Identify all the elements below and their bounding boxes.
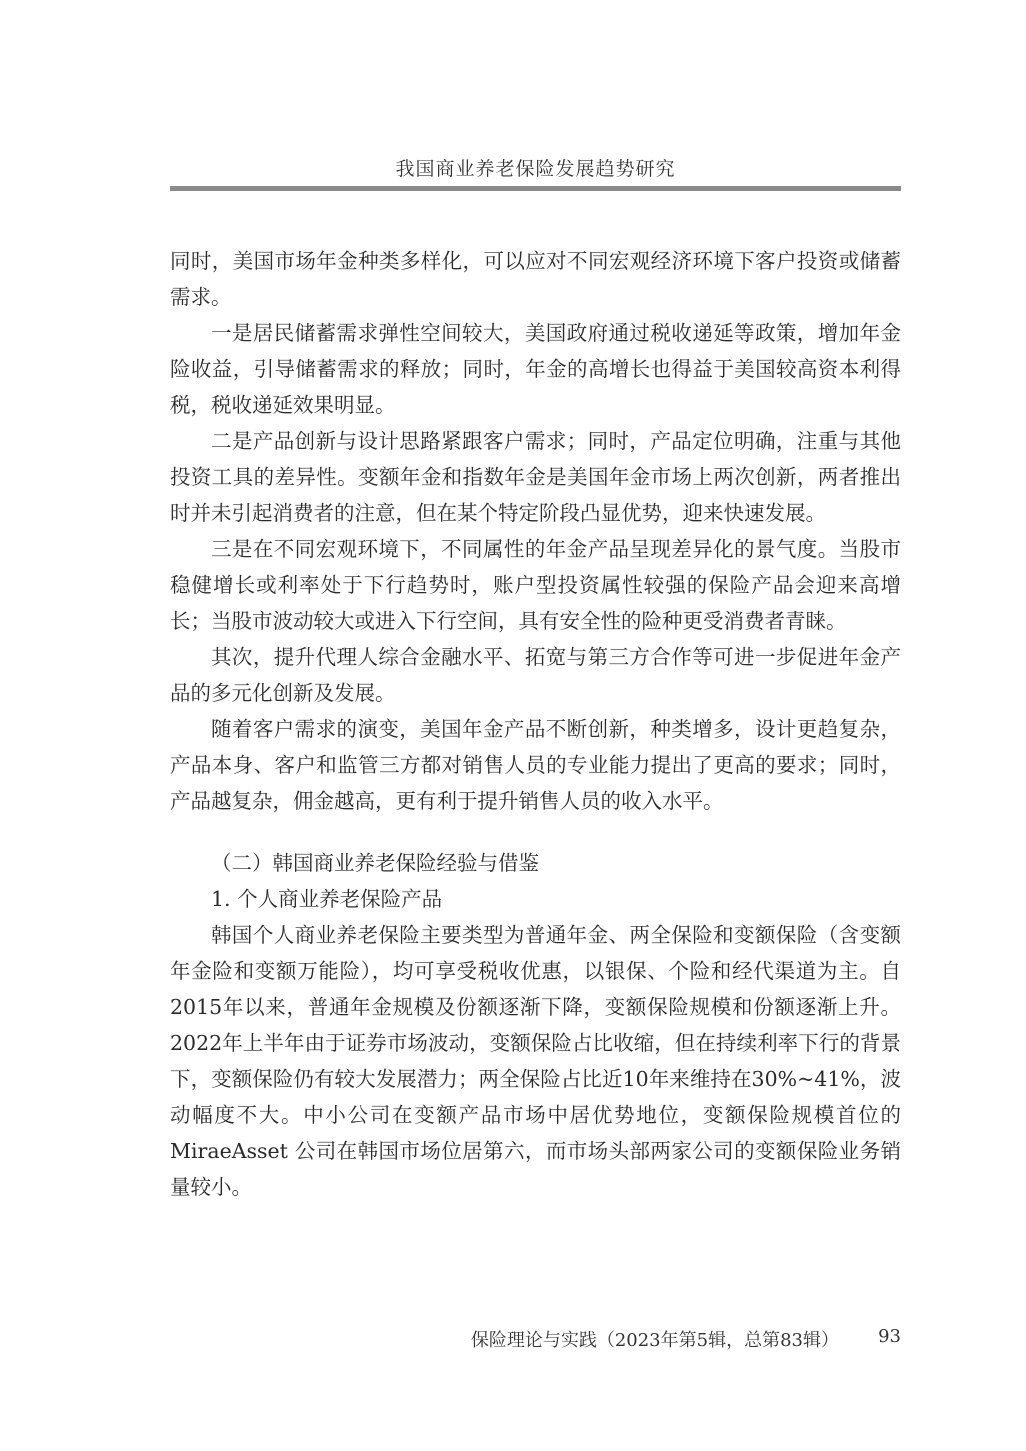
header-rule (170, 186, 901, 191)
paragraph: 随着客户需求的演变，美国年金产品不断创新，种类增多，设计更趋复杂，产品本身、客户和监管三方都对销售人员的专业能力提出了更高的要求；同时，产品越复杂，佣金越高，更有利于提升销售人员的收入水平。 (170, 717, 901, 813)
subsection-heading: 1. 个人商业养老保险产品 (211, 887, 443, 911)
page-number: 93 (878, 1326, 901, 1347)
paragraph: 二是产品创新与设计思路紧跟客户需求；同时，产品定位明确，注重与其他投资工具的差异性。变额年金和指数年金是美国年金市场上两次创新，两者推出时并未引起消费者的注意，但在某个特定阶段凸显优势，迎来快速发展。 (170, 429, 901, 525)
paragraph: 一是居民储蓄需求弹性空间较大，美国政府通过税收递延等政策，增加年金险收益，引导储蓄需求的释放；同时，年金的高增长也得益于美国较高资本利得税，税收递延效果明显。 (170, 321, 901, 417)
running-header-title: 我国商业养老保险发展趋势研究 (395, 158, 676, 180)
section-heading: （二）韩国商业养老保险经验与借鉴 (211, 851, 539, 875)
body-text (170, 243, 901, 1205)
paragraph: 韩国个人商业养老保险主要类型为普通年金、两全保险和变额保险（含变额年金险和变额万能险），均可享受税收优惠，以银保、个险和经代渠道为主。自2015年以来，普通年金规模及份额逐渐下降，变额保险规模和份额逐渐上升。2022年上半年由于证券市场波动，变额保险占比收缩，但在持续利率下行的背景下，变额保险仍有较大发展潜力；两全保险占比近10年来维持在30%~41%，波动幅度不大。中小公司在变额产品市场中居优势地位，变额保险规模首位的MiraeAsset 公司在韩国市场位居第六，而市场头部两家公司的变额保险业务销量较小。 (170, 923, 901, 1199)
paragraph: 三是在不同宏观环境下，不同属性的年金产品呈现差异化的景气度。当股市稳健增长或利率处于下行趋势时，账户型投资属性较强的保险产品会迎来高增长；当股市波动较大或进入下行空间，具有安全性的险种更受消费者青睐。 (170, 537, 901, 633)
paragraph: 同时，美国市场年金种类多样化，可以应对不同宏观经济环境下客户投资或储蓄需求。 (170, 249, 901, 309)
journal-citation: 保险理论与实践（2023年第5辑，总第83辑） (470, 1330, 839, 1351)
paragraph: 其次，提升代理人综合金融水平、拓宽与第三方合作等可进一步促进年金产品的多元化创新及发展。 (170, 645, 901, 705)
